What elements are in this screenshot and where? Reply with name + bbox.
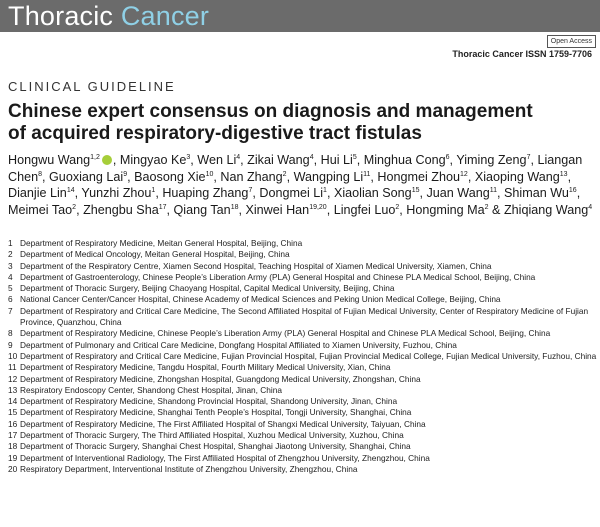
- affiliation-text: Department of Gastroenterology, Chinese People’s Liberation Army (PLA) General Hospital and Chinese PLA Medical School, Beijing, China: [20, 271, 536, 282]
- affiliation-number: 20: [8, 463, 18, 474]
- affiliation-item: [8, 407, 598, 418]
- author-name[interactable]: Wen Li: [197, 153, 237, 167]
- affiliation-number: 18: [8, 441, 18, 452]
- author-affiliation-ref[interactable]: 7: [526, 154, 531, 161]
- author-affiliation-ref[interactable]: 4: [309, 154, 314, 161]
- affiliation-item: [8, 294, 598, 305]
- author-affiliation-ref[interactable]: 5: [352, 154, 357, 161]
- author-affiliation-ref[interactable]: 6: [445, 154, 450, 161]
- author-affiliation-ref[interactable]: 15: [411, 187, 420, 194]
- author-affiliation-ref[interactable]: 9: [123, 170, 128, 178]
- affiliation-number: 4: [8, 271, 13, 282]
- affiliation-text: Department of Respiratory and Critical Care Medicine, Fujian Provincial Hospital, Fujian Provincial Medical College, Fujian Medical University, Fuzhou, China: [20, 350, 597, 361]
- affiliation-number: 10: [8, 350, 18, 361]
- affiliation-item: [8, 238, 598, 249]
- author-affiliation-ref[interactable]: 11: [363, 170, 371, 178]
- author-affiliation-ref[interactable]: 2: [395, 203, 400, 211]
- affiliation-number: 12: [8, 373, 18, 384]
- affiliation-item: [8, 419, 598, 430]
- author-list: Hongwu Wang$^{1,2}$ , Mingyao Ke$^3$, Wen Li$^4$, Zikai Wang$^4$, Hui Li$^5$, Minghua Cong$^6$, Yiming Zeng$^7$, Liangan Chen$^8$, Guoxiang Lai$^9$, Baosong Xie$^{10}$, Nan Zhang$^2$, Wangping Li$^{11}$, Hongmei Zhou$^{12}$, Xiaoping Wang$^{13}$, Dianjie Lin$^{14}$, Yunzhi Zhou$^1$, Huaping Zhang$^7$, Dongmei Li$^1$, Xiaolian Song$^{15}$, Juan Wang$^{11}$, Shiman Wu$^{16}$, Meimei Tao$^2$, Zhengbu Sha$^{17}$, Qiang Tan$^{18}$, Xinwei Han$^{19,20}$, Lingfei Luo$^2$, Hongming Ma$^2$ & Zhiqiang Wang$^4$: [8, 153, 593, 217]
- journal-name[interactable]: [8, 1, 209, 31]
- affiliation-item: [8, 453, 598, 464]
- author-name[interactable]: Xinwei Han: [245, 202, 310, 217]
- author-name[interactable]: Minghua Cong: [363, 153, 446, 167]
- author-name[interactable]: Dianjie Lin: [8, 186, 67, 200]
- journal-name-part2: Cancer: [120, 1, 210, 31]
- author-name[interactable]: Baosong Xie: [134, 169, 206, 184]
- author-name[interactable]: Lingfei Luo: [333, 202, 396, 217]
- author-name[interactable]: Dongmei Li: [259, 186, 324, 200]
- affiliation-item: [8, 283, 598, 294]
- affiliation-item: [8, 306, 598, 329]
- author-name[interactable]: Qiang Tan: [173, 202, 231, 217]
- author-name[interactable]: Nan Zhang: [220, 169, 283, 184]
- author-name[interactable]: Xiaolian Song: [333, 186, 412, 200]
- author-name[interactable]: Zhengbu Sha: [83, 202, 159, 217]
- article-title: [8, 101, 598, 145]
- affiliation-text: Department of Respiratory Medicine, Zhongshan Hospital, Guangdong Medical University, Zhongshan, China: [20, 373, 421, 384]
- affiliation-number: 19: [8, 452, 18, 463]
- journal-name-part1: Thoracic: [8, 1, 121, 31]
- affiliation-text: National Cancer Center/Cancer Hospital, Chinese Academy of Medical Sciences and Peking Union Medical College, Beijing, China: [20, 294, 501, 305]
- affiliation-text: Department of Respiratory Medicine, Meitan General Hospital, Beijing, China: [20, 238, 303, 248]
- author-affiliation-ref[interactable]: 1: [151, 187, 156, 194]
- orcid-icon[interactable]: [102, 155, 112, 165]
- affiliation-item: [8, 340, 598, 351]
- author-name[interactable]: Xiaoping Wang: [474, 169, 560, 184]
- affiliation-text: Respiratory Department, Interventional Institute of Zhengzhou University, Zhengzhou, China: [20, 463, 358, 474]
- author-name[interactable]: Liangan Chen: [8, 153, 583, 184]
- affiliation-list: [8, 238, 598, 475]
- affiliation-text: Department of Pulmonary and Critical Care Medicine, Dongfang Hospital Affiliated to Xiamen University, Fuzhou, China: [20, 339, 457, 350]
- affiliation-number: 2: [8, 249, 13, 260]
- author-affiliation-ref[interactable]: 11: [489, 187, 498, 194]
- affiliation-text: Respiratory Endoscopy Center, Shandong Chest Hospital, Jinan, China: [20, 384, 282, 395]
- affiliation-item: [8, 261, 598, 272]
- author-name[interactable]: Wangping Li: [293, 169, 364, 184]
- author-affiliation-ref[interactable]: 1,2: [90, 154, 100, 161]
- author-name[interactable]: Yiming Zeng: [456, 153, 527, 167]
- open-access-badge: Open Access: [547, 35, 596, 48]
- affiliation-item: [8, 328, 598, 339]
- author-name[interactable]: Yunzhi Zhou: [81, 186, 152, 200]
- affiliation-item: [8, 272, 598, 283]
- affiliation-number: 3: [8, 260, 13, 271]
- author-affiliation-ref[interactable]: 13: [559, 170, 568, 178]
- affiliation-number: 5: [8, 283, 13, 294]
- author-affiliation-ref[interactable]: 4: [236, 154, 241, 161]
- author-affiliation-ref[interactable]: 4: [588, 203, 593, 211]
- section-label: CLINICAL GUIDELINE: [8, 79, 176, 94]
- author-affiliation-ref[interactable]: 8: [38, 170, 43, 178]
- author-affiliation-ref[interactable]: 14: [66, 187, 75, 194]
- affiliation-item: [8, 464, 598, 475]
- journal-header-bar: [0, 0, 600, 32]
- author-affiliation-ref[interactable]: 18: [230, 203, 239, 211]
- author-name[interactable]: Zhiqiang Wang: [503, 202, 589, 217]
- author-affiliation-ref[interactable]: 19,20: [309, 203, 327, 211]
- affiliation-text: Department of Respiratory Medicine, Chinese People’s Liberation Army (PLA) General Hospital and Chinese PLA Medical School, Beijing, China: [20, 328, 551, 339]
- affiliation-item: [8, 362, 598, 373]
- affiliation-item: [8, 249, 598, 260]
- author-affiliation-ref[interactable]: 2: [282, 170, 287, 178]
- author-name[interactable]: Hongming Ma: [406, 202, 485, 217]
- affiliation-number: 15: [8, 407, 18, 418]
- affiliation-text: Department of Thoracic Surgery, The Third Affiliated Hospital, Xuzhou Medical University, Xuzhou, China: [20, 430, 404, 441]
- affiliation-number: 11: [8, 362, 17, 373]
- affiliation-number: 16: [8, 418, 18, 429]
- affiliation-number: 9: [8, 339, 13, 350]
- author-affiliation-ref[interactable]: 2: [484, 203, 489, 211]
- author-name[interactable]: Zikai Wang: [247, 153, 310, 167]
- affiliation-text: Department of Thoracic Surgery, Beijing Chaoyang Hospital, Capital Medical University, Beijing, China: [20, 283, 395, 294]
- affiliation-text: Department of Respiratory Medicine, Tangdu Hospital, Fourth Military Medical University, Xian, China: [20, 362, 391, 373]
- affiliation-item: [8, 351, 598, 362]
- author-affiliation-ref[interactable]: 17: [158, 203, 167, 211]
- affiliation-text: Department of Interventional Radiology, The First Affiliated Hospital of Zhengzhou University, Zhengzhou, China: [20, 452, 430, 463]
- author-affiliation-ref[interactable]: 3: [186, 154, 191, 161]
- affiliation-text: Department of Respiratory Medicine, Shandong Provincial Hospital, Shandong University, Jinan, China: [20, 396, 398, 407]
- author-name[interactable]: Juan Wang: [426, 186, 490, 200]
- author-name[interactable]: Hongwu Wang: [8, 153, 91, 167]
- affiliation-item: [8, 441, 598, 452]
- affiliation-number: 14: [8, 396, 18, 407]
- author-affiliation-ref[interactable]: 10: [205, 170, 214, 178]
- affiliation-text: Department of Medical Oncology, Meitan General Hospital, Beijing, China: [20, 249, 290, 260]
- author-affiliation-ref[interactable]: 7: [248, 187, 253, 194]
- affiliation-text: Department of Respiratory and Critical Care Medicine, The Second Affiliated Hospital of Fujian Medical University, Center of Respiratory Medicine of Fujian Province, Quanzhou, China: [20, 305, 589, 328]
- author-name[interactable]: Shiman Wu: [504, 186, 569, 200]
- affiliation-number: 17: [8, 430, 18, 441]
- affiliation-number: 8: [8, 328, 13, 339]
- journal-issn: Thoracic Cancer ISSN 1759-7706: [452, 49, 592, 59]
- affiliation-text: Department of Thoracic Surgery, Shanghai Chest Hospital, Shanghai Jiaotong University, Shanghai, China: [20, 441, 411, 452]
- affiliation-number: 7: [8, 305, 13, 316]
- author-affiliation-ref[interactable]: 16: [568, 187, 577, 194]
- author-affiliation-ref[interactable]: 1: [323, 187, 327, 194]
- affiliation-number: 13: [8, 384, 18, 395]
- affiliation-item: [8, 430, 598, 441]
- author-name[interactable]: Hongmei Zhou: [377, 169, 461, 184]
- author-name[interactable]: Hui Li: [320, 153, 353, 167]
- affiliation-item: [8, 374, 598, 385]
- affiliation-number: 6: [8, 294, 13, 305]
- author-name[interactable]: Guoxiang Lai: [49, 169, 124, 184]
- affiliation-item: [8, 385, 598, 396]
- affiliation-number: 1: [8, 238, 13, 248]
- author-name[interactable]: Meimei Tao: [8, 202, 73, 217]
- article-title-line2: of acquired respiratory-digestive tract fistulas: [8, 123, 422, 144]
- author-name[interactable]: Mingyao Ke: [119, 153, 187, 167]
- affiliation-text: Department of the Respiratory Centre, Xiamen Second Hospital, Teaching Hospital of Xiamen Medical University, Xiamen, China: [20, 260, 492, 271]
- author-affiliation-ref[interactable]: 12: [460, 170, 468, 178]
- affiliation-text: Department of Respiratory Medicine, The First Affiliated Hospital of Shangxi Medical University, Taiyuan, China: [20, 418, 426, 429]
- author-affiliation-ref[interactable]: 2: [72, 203, 77, 211]
- affiliation-item: [8, 396, 598, 407]
- author-name[interactable]: Huaping Zhang: [162, 186, 249, 200]
- article-title-line1: Chinese expert consensus on diagnosis and management: [8, 101, 533, 122]
- affiliation-text: Department of Respiratory Medicine, Shanghai Tenth People’s Hospital, Tongji University, Shanghai, China: [20, 407, 412, 418]
